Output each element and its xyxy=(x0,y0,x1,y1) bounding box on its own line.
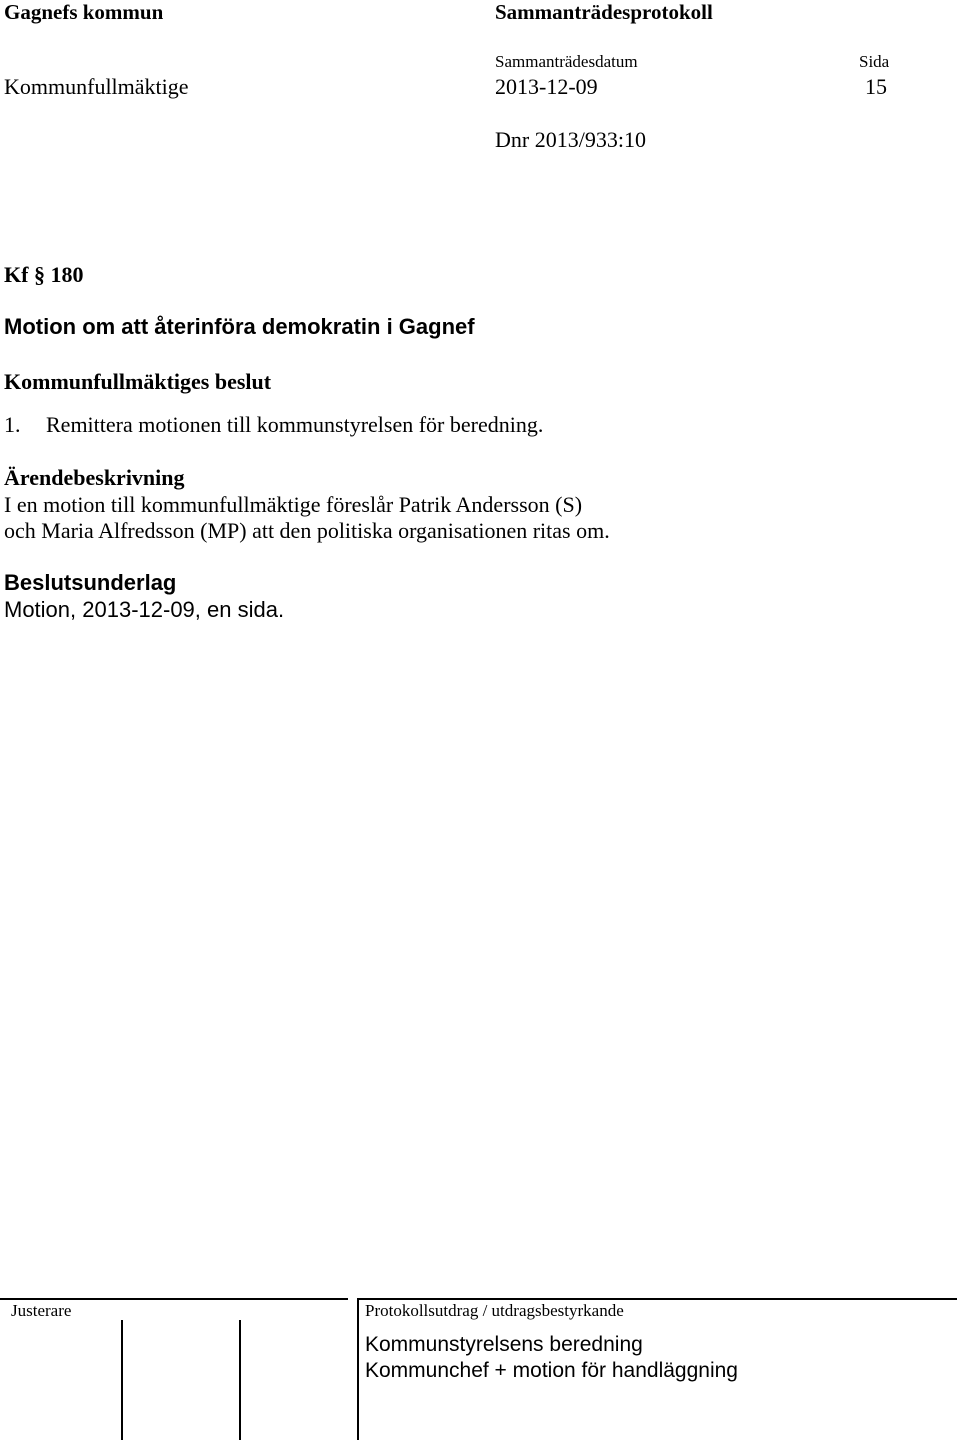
extract-label: Protokollsutdrag / utdragsbestyrkande xyxy=(365,1301,624,1320)
meeting-date-label: Sammanträdesdatum xyxy=(495,52,638,71)
municipality-name: Gagnefs kommun xyxy=(4,0,164,24)
body-name: Kommunfullmäktige xyxy=(4,74,189,99)
footer-rule-left xyxy=(0,1298,348,1300)
extract-recipient: Kommunchef + motion för handläggning xyxy=(365,1359,738,1382)
description-heading: Ärendebeskrivning xyxy=(4,465,185,490)
footer-column-divider xyxy=(357,1298,359,1440)
basis-heading: Beslutsunderlag xyxy=(4,570,177,595)
page-label: Sida xyxy=(859,52,890,71)
description-line: I en motion till kommunfullmäktige föreslår Patrik Andersson (S) xyxy=(4,492,583,517)
case-title: Motion om att återinföra demokratin i Gagnef xyxy=(4,314,475,339)
document-type: Sammanträdesprotokoll xyxy=(495,0,713,24)
meeting-date: 2013-12-09 xyxy=(495,74,598,99)
decision-item-number: 1. xyxy=(4,412,21,437)
signature-box-divider xyxy=(239,1320,241,1440)
signature-box-divider xyxy=(121,1320,123,1440)
extract-recipient: Kommunstyrelsens beredning xyxy=(365,1333,643,1356)
description-line: och Maria Alfredsson (MP) att den politiska organisationen ritas om. xyxy=(4,518,610,543)
decision-item-text: Remittera motionen till kommunstyrelsen för beredning. xyxy=(46,412,544,437)
adjusters-label: Justerare xyxy=(11,1301,72,1320)
footer-rule-right xyxy=(357,1298,957,1300)
case-number: Dnr 2013/933:10 xyxy=(495,127,646,152)
page-number: 15 xyxy=(865,74,887,99)
decision-heading: Kommunfullmäktiges beslut xyxy=(4,369,272,394)
basis-text: Motion, 2013-12-09, en sida. xyxy=(4,597,285,622)
paragraph-number: Kf § 180 xyxy=(4,262,84,287)
